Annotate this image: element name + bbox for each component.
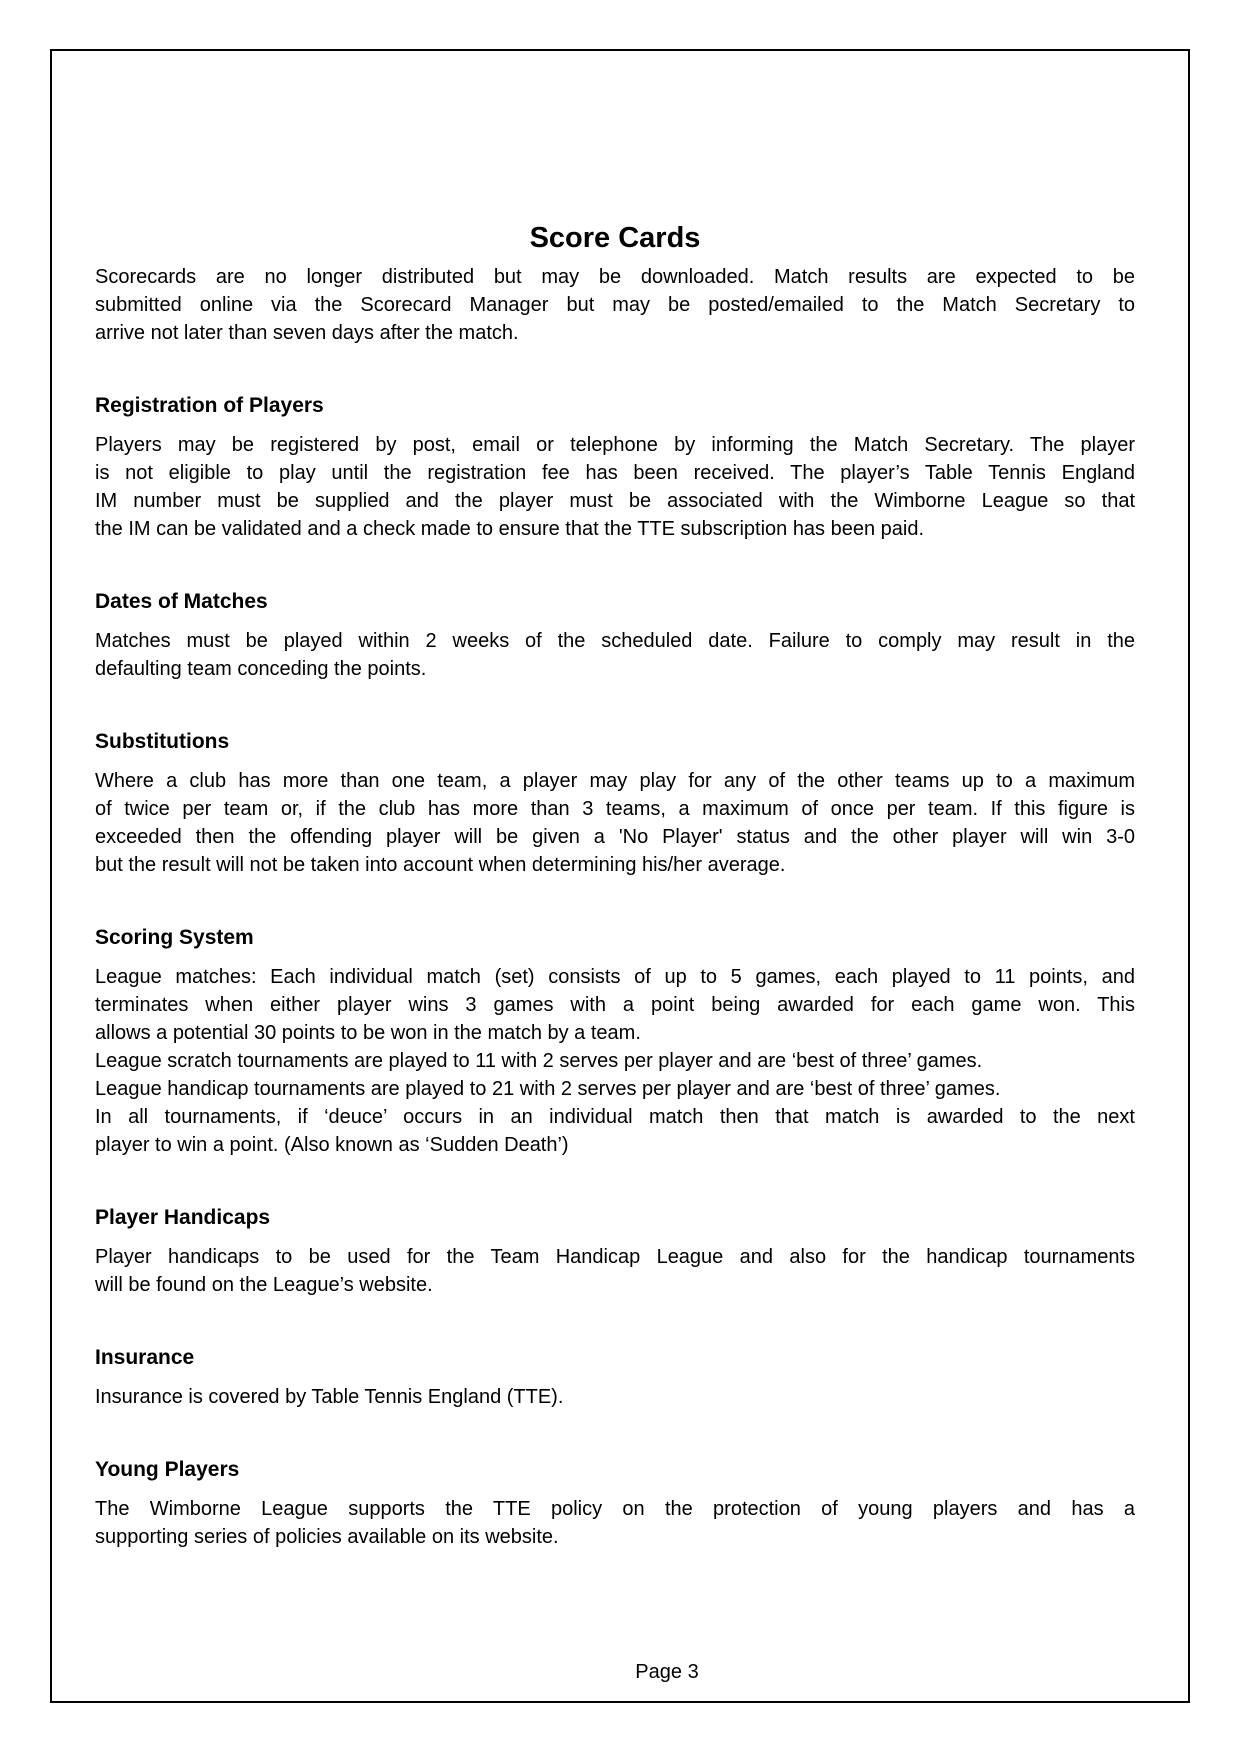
- intro-paragraph: [95, 263, 1135, 347]
- section-paragraph: [95, 767, 1135, 879]
- section-scoring-system: [95, 925, 1135, 1159]
- section-paragraph: [95, 1075, 1135, 1103]
- page-title: Score Cards: [529, 222, 701, 254]
- text-line: but the result will not be taken into account when determining his/her average.: [95, 854, 786, 876]
- section-paragraph: [95, 1383, 1135, 1411]
- section-paragraph: [95, 1103, 1135, 1159]
- section-heading: Substitutions: [95, 730, 230, 753]
- text-line: allows a potential 30 points to be won in the match by a team.: [95, 1022, 641, 1044]
- text-line: Where a club has more than one team, a player may play for any of the other teams up to a maximum: [95, 770, 1135, 792]
- text-line: League matches: Each individual match (set) consists of up to 5 games, each played to 11 points, and: [95, 966, 1135, 988]
- text-line: Scorecards are no longer distributed but may be downloaded. Match results are expected to be: [95, 266, 1135, 288]
- section-young-players: [95, 1457, 1135, 1551]
- text-line: Players may be registered by post, email or telephone by informing the Match Secretary. The player: [95, 434, 1135, 456]
- section-paragraph: [95, 627, 1135, 683]
- section-heading: Young Players: [95, 1458, 240, 1481]
- text-line: Matches must be played within 2 weeks of the scheduled date. Failure to comply may result in the: [95, 630, 1135, 652]
- section-player-handicaps: [95, 1205, 1135, 1299]
- text-line: Player handicaps to be used for the Team Handicap League and also for the handicap tournaments: [95, 1246, 1135, 1268]
- section-paragraph: [95, 1243, 1135, 1299]
- text-line: of twice per team or, if the club has more than 3 teams, a maximum of once per team. If this figure is: [95, 798, 1135, 820]
- section-paragraph: [95, 1047, 1135, 1075]
- text-line: the IM can be validated and a check made to ensure that the TTE subscription has been paid.: [95, 518, 925, 540]
- text-line: will be found on the League’s website.: [95, 1274, 433, 1296]
- text-line: submitted online via the Scorecard Manager but may be posted/emailed to the Match Secretary to: [95, 294, 1135, 316]
- text-line: defaulting team conceding the points.: [95, 658, 427, 680]
- section-paragraph: [95, 963, 1135, 1047]
- page-number: Page 3: [635, 1661, 699, 1683]
- section-paragraph: [95, 431, 1135, 543]
- section-heading: Scoring System: [95, 926, 254, 949]
- section-registration-of-players: [95, 393, 1135, 543]
- section-heading: Player Handicaps: [95, 1206, 271, 1229]
- text-line: League scratch tournaments are played to 11 with 2 serves per player and are ‘best of three’ games.: [95, 1050, 983, 1072]
- section-paragraph: [95, 1495, 1135, 1551]
- text-line: arrive not later than seven days after the match.: [95, 322, 519, 344]
- section-heading: Insurance: [95, 1346, 195, 1369]
- text-line: exceeded then the offending player will be given a 'No Player' status and the other player will win 3-0: [95, 826, 1135, 848]
- text-line: The Wimborne League supports the TTE policy on the protection of young players and has a: [95, 1498, 1135, 1520]
- text-line: League handicap tournaments are played to 21 with 2 serves per player and are ‘best of three’ games.: [95, 1078, 1001, 1100]
- text-line: is not eligible to play until the registration fee has been received. The player’s Table Tennis England: [95, 462, 1135, 484]
- text-line: In all tournaments, if ‘deuce’ occurs in an individual match then that match is awarded to the next: [95, 1106, 1135, 1128]
- text-line: Insurance is covered by Table Tennis England (TTE).: [95, 1386, 564, 1408]
- text-line: supporting series of policies available on its website.: [95, 1526, 559, 1548]
- page-border: [50, 49, 1190, 1703]
- section-heading: Dates of Matches: [95, 590, 268, 613]
- section-heading: Registration of Players: [95, 394, 324, 417]
- text-line: terminates when either player wins 3 games with a point being awarded for each game won. This: [95, 994, 1135, 1016]
- text-line: player to win a point. (Also known as ‘Sudden Death’): [95, 1134, 569, 1156]
- document-content: [52, 51, 1188, 1551]
- section-dates-of-matches: [95, 589, 1135, 683]
- section-substitutions: [95, 729, 1135, 879]
- text-line: IM number must be supplied and the player must be associated with the Wimborne League so that: [95, 490, 1135, 512]
- section-insurance: [95, 1345, 1135, 1411]
